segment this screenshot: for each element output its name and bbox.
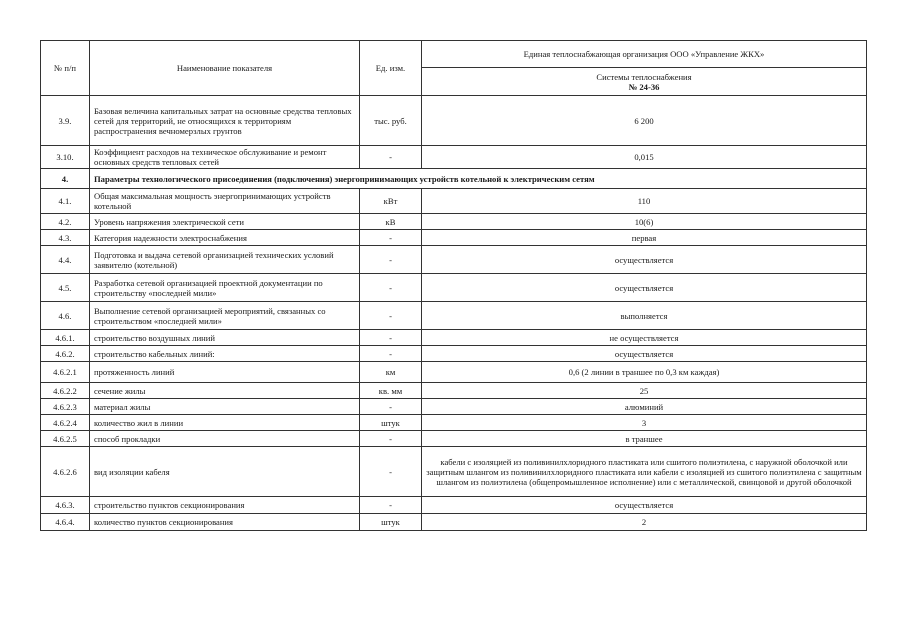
row-number: 4.6.2.4 (41, 415, 90, 431)
table-row (41, 399, 867, 415)
unit-cell: - (360, 346, 422, 362)
indicator-table (40, 40, 867, 531)
table-row (41, 330, 867, 346)
unit-cell: - (360, 497, 422, 514)
row-number: 4.6.2.2 (41, 383, 90, 399)
indicator-name: Общая максимальная мощность энергопринимающих устройств котельной (90, 189, 360, 214)
unit-cell: - (360, 246, 422, 274)
value-cell: в траншее (422, 431, 867, 447)
indicator-name: способ прокладки (90, 431, 360, 447)
unit-cell: кв. мм (360, 383, 422, 399)
unit-cell: штук (360, 415, 422, 431)
indicator-name: вид изоляции кабеля (90, 447, 360, 497)
row-number: 4.6.2.6 (41, 447, 90, 497)
table-row (41, 514, 867, 531)
value-cell: осуществляется (422, 497, 867, 514)
table-row (41, 274, 867, 302)
row-number: 4.4. (41, 246, 90, 274)
indicator-name: строительство кабельных линий: (90, 346, 360, 362)
row-number: 4.6.1. (41, 330, 90, 346)
indicator-name: Подготовка и выдача сетевой организацией технических условий заявителю (котельной) (90, 246, 360, 274)
table-row (41, 362, 867, 383)
table-row (41, 383, 867, 399)
indicator-name: протяженность линий (90, 362, 360, 383)
table-row (41, 431, 867, 447)
value-cell: осуществляется (422, 346, 867, 362)
table-row (41, 447, 867, 497)
value-cell: кабели с изоляцией из поливинилхлоридного пластиката или сшитого полиэтилена, с наружной оболочкой или защитным шлангом из поливинилхлоридного пластиката или кабели с изоляцией из сшитого полиэтилена с защитным шлангом из полиэтилена (общепромышленное исполнение) или с металлической, свинцовой и другой оболочкой (422, 447, 867, 497)
header-org: Единая теплоснабжающая организация ООО «Управление ЖКХ» (422, 41, 867, 68)
row-number: 4.6.2.1 (41, 362, 90, 383)
indicator-name: строительство воздушных линий (90, 330, 360, 346)
value-cell: 0,015 (422, 146, 867, 169)
header-systems-number: № 24-36 (628, 81, 660, 92)
unit-cell: - (360, 302, 422, 330)
row-number: 4.6.3. (41, 497, 90, 514)
header-systems (422, 68, 867, 96)
row-number: 4.6.4. (41, 514, 90, 531)
row-number: 4.1. (41, 189, 90, 214)
value-cell: 0,6 (2 линии в траншее по 0,3 км каждая) (422, 362, 867, 383)
row-number: 4.2. (41, 214, 90, 230)
value-cell: 110 (422, 189, 867, 214)
indicator-name: Базовая величина капитальных затрат на основные средства тепловых сетей для территорий, не относящихся к территориям распространения вечномерзлых грунтов (90, 96, 360, 146)
unit-cell: - (360, 330, 422, 346)
value-cell: первая (422, 230, 867, 246)
unit-cell: - (360, 274, 422, 302)
header-num: № п/п (41, 41, 90, 96)
unit-cell: штук (360, 514, 422, 531)
row-number: 4.6.2.3 (41, 399, 90, 415)
value-cell: 10(6) (422, 214, 867, 230)
unit-cell: - (360, 431, 422, 447)
header-systems-label: Системы теплоснабжения (596, 71, 692, 82)
table-row (41, 246, 867, 274)
value-cell: осуществляется (422, 274, 867, 302)
row-number: 4.3. (41, 230, 90, 246)
row-number: 3.9. (41, 96, 90, 146)
value-cell: 2 (422, 514, 867, 531)
indicator-name: количество жил в линии (90, 415, 360, 431)
row-number: 4.5. (41, 274, 90, 302)
table-row (41, 415, 867, 431)
unit-cell: кВт (360, 189, 422, 214)
row-number: 4.6.2.5 (41, 431, 90, 447)
table-row (41, 146, 867, 169)
indicator-name: сечение жилы (90, 383, 360, 399)
value-cell: 3 (422, 415, 867, 431)
indicator-name: строительство пунктов секционирования (90, 497, 360, 514)
row-number: 4.6. (41, 302, 90, 330)
table-row (41, 189, 867, 214)
indicator-name: Выполнение сетевой организацией мероприятий, связанных со строительством «последней мили» (90, 302, 360, 330)
value-cell: выполняется (422, 302, 867, 330)
header-name: Наименование показателя (90, 41, 360, 96)
table-row (41, 346, 867, 362)
table-row (41, 96, 867, 146)
value-cell: не осуществляется (422, 330, 867, 346)
unit-cell: - (360, 399, 422, 415)
value-cell: осуществляется (422, 246, 867, 274)
table-row (41, 214, 867, 230)
unit-cell: - (360, 146, 422, 169)
value-cell: алюминий (422, 399, 867, 415)
unit-cell: тыс. руб. (360, 96, 422, 146)
header-row (41, 41, 867, 68)
indicator-name: Разработка сетевой организацией проектной документации по строительству «последней мили» (90, 274, 360, 302)
table-row (41, 497, 867, 514)
header-unit: Ед. изм. (360, 41, 422, 96)
indicator-name: Коэффициент расходов на техническое обслуживание и ремонт основных средств тепловых сетей (90, 146, 360, 169)
unit-cell: - (360, 230, 422, 246)
indicator-name: количество пунктов секционирования (90, 514, 360, 531)
value-cell: 6 200 (422, 96, 867, 146)
table-row (41, 302, 867, 330)
table-row (41, 169, 867, 189)
table-row (41, 230, 867, 246)
indicator-name: Категория надежности электроснабжения (90, 230, 360, 246)
unit-cell: - (360, 447, 422, 497)
indicator-name: материал жилы (90, 399, 360, 415)
row-number: 4.6.2. (41, 346, 90, 362)
indicator-name: Уровень напряжения электрической сети (90, 214, 360, 230)
unit-cell: кВ (360, 214, 422, 230)
row-number: 4. (41, 169, 90, 189)
value-cell: 25 (422, 383, 867, 399)
section-title: Параметры технологического присоединения (подключения) энергопринимающих устройств котельной к электрическим сетям (90, 169, 867, 189)
unit-cell: км (360, 362, 422, 383)
row-number: 3.10. (41, 146, 90, 169)
